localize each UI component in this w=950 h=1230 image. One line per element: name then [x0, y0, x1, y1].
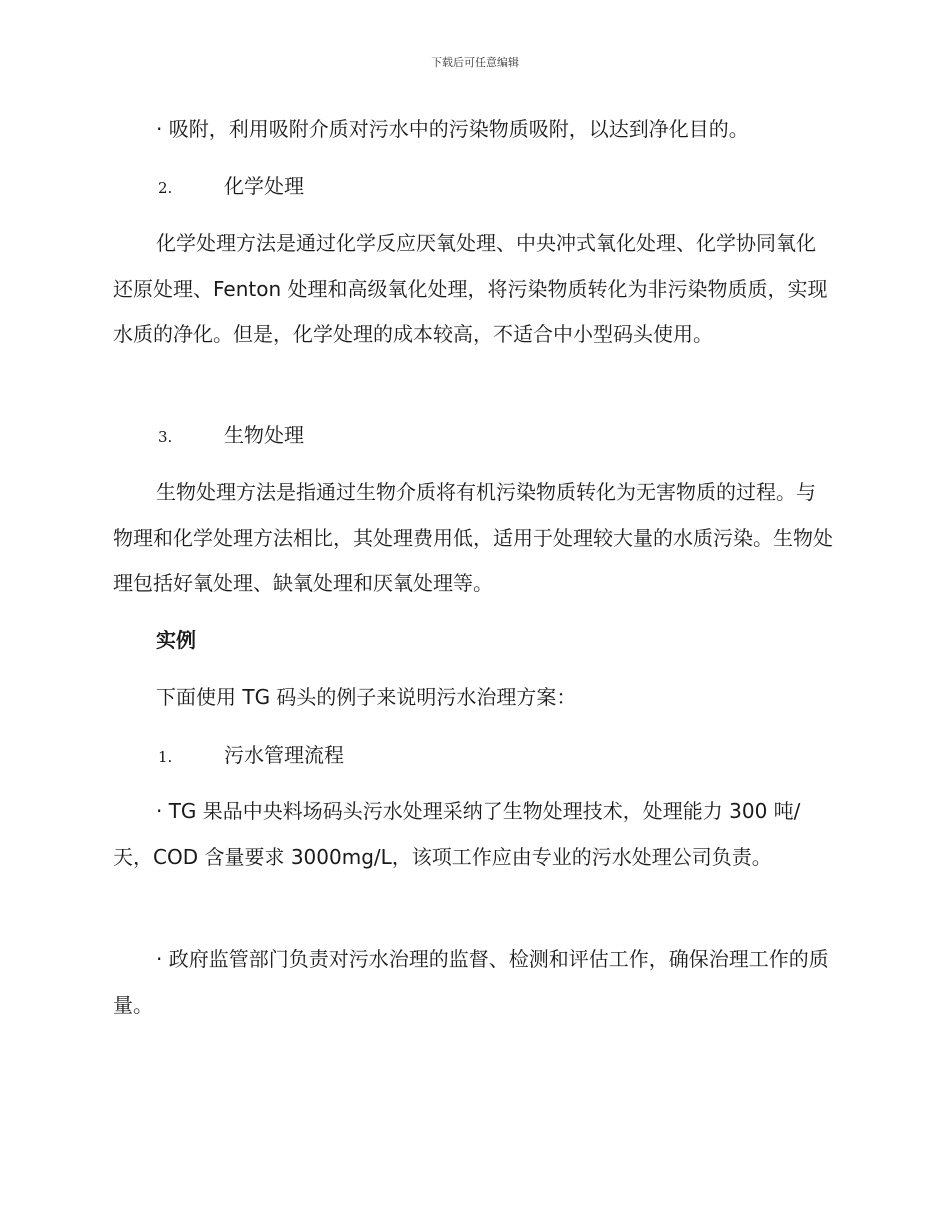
- heading-number: 1.: [158, 748, 173, 766]
- heading-example: 实例: [156, 628, 196, 652]
- heading-label: 污水管理流程: [224, 743, 344, 767]
- header-note: 下载后可任意编辑: [431, 56, 519, 69]
- paragraph-biological-treatment: 生物处理方法是指通过生物介质将有机污染物质转化为无害物质的过程。与物理和化学处理方法相比，其处理费用低，适用于处理较大量的水质污染。生物处理包括好氧处理、缺氧处理和厌氧处理等。: [113, 480, 833, 595]
- paragraph-tg-sewage-treatment: · TG 果品中央料场码头污水处理采纳了生物处理技术，处理能力 300 吨/天，COD 含量要求 3000mg/L，该项工作应由专业的污水处理公司负责。: [113, 799, 801, 869]
- heading-number: 3.: [158, 428, 173, 446]
- heading-chemical-treatment: [158, 171, 758, 203]
- heading-biological-treatment: [158, 420, 758, 452]
- paragraph-adsorption: · 吸附，利用吸附介质对污水中的污染物质吸附，以达到净化目的。: [156, 117, 749, 141]
- heading-sewage-management-process: [158, 740, 758, 772]
- paragraph-example-intro: 下面使用 TG 码头的例子来说明污水治理方案：: [156, 685, 577, 709]
- heading-number: 2.: [158, 179, 173, 197]
- paragraph-government-supervision: · 政府监管部门负责对污水治理的监督、检测和评估工作，确保治理工作的质量。: [113, 947, 829, 1017]
- heading-label: 化学处理: [224, 174, 304, 198]
- heading-label: 生物处理: [224, 423, 304, 447]
- paragraph-chemical-treatment: 化学处理方法是通过化学反应厌氧处理、中央冲式氧化处理、化学协同氧化还原处理、Fenton 处理和高级氧化处理，将污染物质转化为非污染物质质，实现水质的净化。但是，化学处理的成本较高，不适合中小型码头使用。: [113, 231, 828, 346]
